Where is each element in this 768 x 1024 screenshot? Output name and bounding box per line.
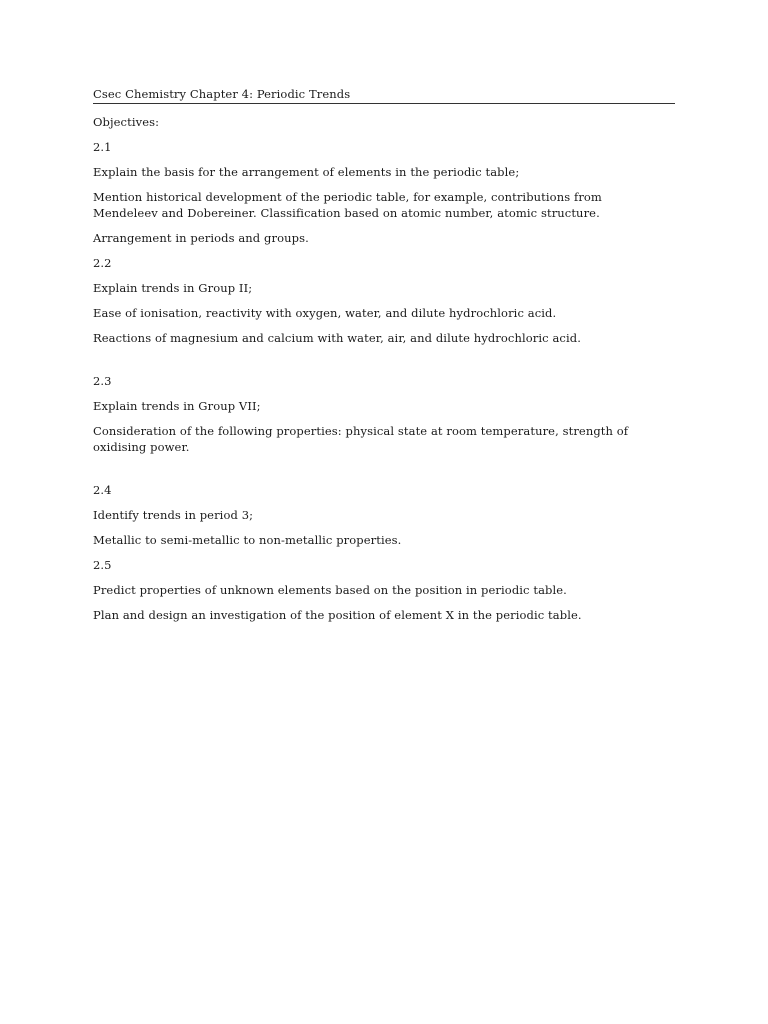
section-number-2-1: 2.1 <box>93 140 112 154</box>
section-2-2-line-3: Reactions of magnesium and calcium with water, air, and dilute hydrochloric acid. <box>93 331 581 345</box>
section-2-3-line-1: Explain trends in Group VII; <box>93 399 261 413</box>
section-2-3-line-3: oxidising power. <box>93 440 190 454</box>
section-2-4-line-2: Metallic to semi-metallic to non-metallic properties. <box>93 533 402 547</box>
section-2-5-line-1: Predict properties of unknown elements based on the position in periodic table. <box>93 583 567 597</box>
section-2-2-line-1: Explain trends in Group II; <box>93 281 253 295</box>
document-header: Csec Chemistry Chapter 4: Periodic Trends <box>93 86 675 104</box>
section-number-2-2: 2.2 <box>93 256 112 270</box>
section-2-1-line-1: Explain the basis for the arrangement of elements in the periodic table; <box>93 165 520 179</box>
section-number-2-3: 2.3 <box>93 374 112 388</box>
section-2-1-line-4: Arrangement in periods and groups. <box>93 231 309 245</box>
section-2-3-line-2: Consideration of the following properties: physical state at room temperature, strength of <box>93 424 629 438</box>
section-number-2-5: 2.5 <box>93 558 112 572</box>
objectives-label: Objectives: <box>93 115 160 129</box>
section-2-1-line-2: Mention historical development of the periodic table, for example, contributions from <box>93 190 602 204</box>
section-2-4-line-1: Identify trends in period 3; <box>93 508 254 522</box>
section-2-1-line-3: Mendeleev and Dobereiner. Classification based on atomic number, atomic structure. <box>93 206 600 220</box>
section-2-2-line-2: Ease of ionisation, reactivity with oxygen, water, and dilute hydrochloric acid. <box>93 306 557 320</box>
section-2-5-line-2: Plan and design an investigation of the position of element X in the periodic table. <box>93 608 582 622</box>
section-number-2-4: 2.4 <box>93 483 112 497</box>
